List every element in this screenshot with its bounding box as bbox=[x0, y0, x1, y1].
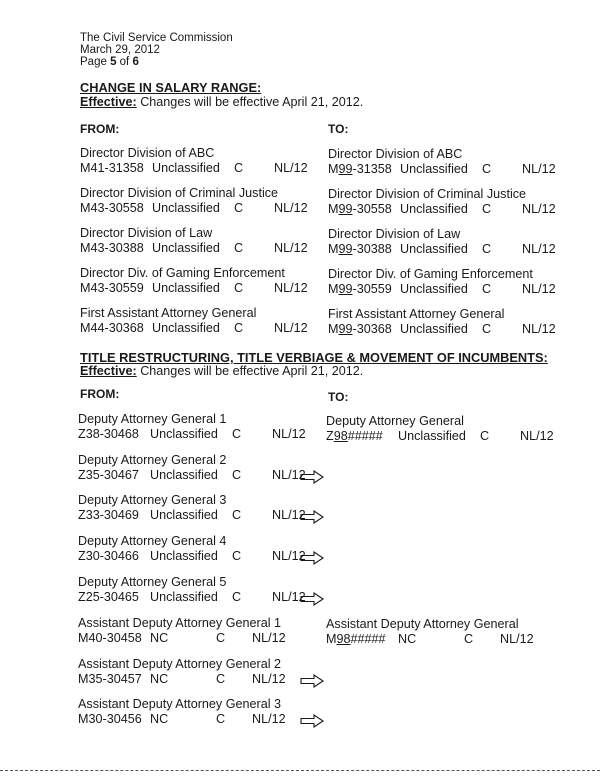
class-code: C bbox=[482, 242, 492, 256]
from-title-entry bbox=[80, 146, 314, 176]
from-title-entry bbox=[80, 266, 314, 296]
classification: Unclassified bbox=[400, 282, 468, 296]
right-arrow-icon bbox=[300, 470, 324, 484]
from-title-entry bbox=[78, 534, 312, 564]
title-name: Director Division of ABC bbox=[80, 146, 215, 160]
title-code: Z25-30465 bbox=[78, 590, 139, 604]
title-code: M41-31358 bbox=[80, 161, 144, 175]
title-name: Director Div. of Gaming Enforcement bbox=[80, 266, 285, 280]
title-code: M43-30559 bbox=[80, 281, 144, 295]
document-date: March 29, 2012 bbox=[80, 44, 160, 56]
title-code: Z33-30469 bbox=[78, 508, 139, 522]
right-arrow-icon bbox=[300, 551, 324, 565]
title-name: Director Division of Law bbox=[328, 227, 461, 241]
salary-range: NL/12 bbox=[274, 201, 308, 215]
classification: Unclassified bbox=[152, 321, 220, 335]
salary-range: NL/12 bbox=[522, 242, 556, 256]
to-title-entry bbox=[328, 267, 562, 297]
from-title-entry bbox=[78, 657, 292, 687]
class-code: C bbox=[232, 508, 242, 522]
title-code: M99-31358 bbox=[328, 162, 392, 176]
title-name: Director Division of Criminal Justice bbox=[328, 187, 527, 201]
effective-note: Effective: Changes will be effective April 21, 2012. bbox=[80, 364, 364, 378]
from-title-entry bbox=[78, 412, 312, 442]
salary-range: NL/12 bbox=[520, 429, 554, 443]
title-name: Director Division of Law bbox=[80, 226, 213, 240]
title-name: Director Div. of Gaming Enforcement bbox=[328, 267, 533, 281]
salary-range: NL/12 bbox=[252, 631, 286, 645]
salary-range: NL/12 bbox=[274, 281, 308, 295]
title-code: M99-30368 bbox=[328, 322, 392, 336]
class-code: C bbox=[482, 162, 492, 176]
classification: Unclassified bbox=[400, 322, 468, 336]
classification: Unclassified bbox=[150, 427, 218, 441]
class-code: C bbox=[216, 631, 226, 645]
right-arrow-icon bbox=[300, 714, 324, 728]
class-code: C bbox=[216, 712, 226, 726]
title-name: Assistant Deputy Attorney General bbox=[326, 617, 519, 631]
salary-range: NL/12 bbox=[274, 161, 308, 175]
from-label: FROM: bbox=[80, 387, 120, 401]
from-title-entry bbox=[80, 306, 314, 336]
page-bottom-rule bbox=[0, 770, 600, 771]
salary-range: NL/12 bbox=[252, 712, 286, 726]
classification: NC bbox=[150, 672, 169, 686]
class-code: C bbox=[234, 201, 244, 215]
from-title-entry bbox=[80, 186, 314, 216]
title-code: Z98##### bbox=[326, 429, 383, 443]
title-code: Z30-30466 bbox=[78, 549, 139, 563]
to-title-entry bbox=[328, 147, 562, 177]
class-code: C bbox=[232, 427, 242, 441]
title-name: Deputy Attorney General 1 bbox=[78, 412, 227, 426]
commission-name: The Civil Service Commission bbox=[80, 32, 233, 44]
class-code: C bbox=[232, 549, 242, 563]
class-code: C bbox=[234, 241, 244, 255]
class-code: C bbox=[464, 632, 474, 646]
title-code: M99-30558 bbox=[328, 202, 392, 216]
class-code: C bbox=[482, 322, 492, 336]
title-code: M98##### bbox=[326, 632, 386, 646]
salary-range: NL/12 bbox=[252, 672, 286, 686]
class-code: C bbox=[234, 321, 244, 335]
classification: Unclassified bbox=[152, 241, 220, 255]
salary-range: NL/12 bbox=[274, 321, 308, 335]
title-name: Assistant Deputy Attorney General 1 bbox=[78, 616, 282, 630]
title-name: First Assistant Attorney General bbox=[80, 306, 257, 320]
class-code: C bbox=[482, 202, 492, 216]
class-code: C bbox=[232, 468, 242, 482]
salary-range: NL/12 bbox=[272, 508, 306, 522]
classification: Unclassified bbox=[150, 508, 218, 522]
effective-note: Effective: Changes will be effective April 21, 2012. bbox=[80, 95, 364, 109]
to-title-entry bbox=[328, 307, 562, 337]
section-heading-salary-range: CHANGE IN SALARY RANGE: bbox=[80, 80, 262, 95]
from-title-entry bbox=[78, 697, 292, 727]
page-number: Page 5 of 6 bbox=[80, 56, 139, 68]
from-title-entry bbox=[78, 575, 312, 605]
from-title-entry bbox=[78, 453, 312, 483]
title-code: M44-30368 bbox=[80, 321, 144, 335]
classification: NC bbox=[150, 712, 169, 726]
classification: Unclassified bbox=[150, 590, 218, 604]
title-name: Deputy Attorney General 5 bbox=[78, 575, 227, 589]
title-code: M35-30457 bbox=[78, 672, 142, 686]
class-code: C bbox=[480, 429, 490, 443]
salary-range: NL/12 bbox=[522, 162, 556, 176]
title-name: Deputy Attorney General 3 bbox=[78, 493, 227, 507]
classification: Unclassified bbox=[150, 468, 218, 482]
class-code: C bbox=[216, 672, 226, 686]
class-code: C bbox=[234, 281, 244, 295]
title-code: M43-30388 bbox=[80, 241, 144, 255]
salary-range: NL/12 bbox=[272, 590, 306, 604]
title-name: Director Division of ABC bbox=[328, 147, 463, 161]
title-name: Deputy Attorney General bbox=[326, 414, 464, 428]
salary-range: NL/12 bbox=[274, 241, 308, 255]
classification: Unclassified bbox=[152, 281, 220, 295]
title-code: Z38-30468 bbox=[78, 427, 139, 441]
from-title-entry bbox=[78, 616, 292, 646]
to-title-entry bbox=[326, 617, 540, 647]
title-code: M40-30458 bbox=[78, 631, 142, 645]
to-label: TO: bbox=[328, 390, 349, 404]
class-code: C bbox=[482, 282, 492, 296]
to-title-entry bbox=[326, 414, 560, 444]
class-code: C bbox=[232, 590, 242, 604]
title-code: M99-30388 bbox=[328, 242, 392, 256]
salary-range: NL/12 bbox=[522, 282, 556, 296]
classification: NC bbox=[398, 632, 417, 646]
title-code: M43-30558 bbox=[80, 201, 144, 215]
title-name: Deputy Attorney General 4 bbox=[78, 534, 227, 548]
title-name: Assistant Deputy Attorney General 2 bbox=[78, 657, 282, 671]
right-arrow-icon bbox=[300, 592, 324, 606]
section-heading-title-restructuring: TITLE RESTRUCTURING, TITLE VERBIAGE & MOVEMENT OF INCUMBENTS: bbox=[80, 350, 548, 365]
classification: Unclassified bbox=[152, 201, 220, 215]
classification: NC bbox=[150, 631, 169, 645]
from-title-entry bbox=[78, 493, 312, 523]
from-label: FROM: bbox=[80, 122, 120, 136]
to-label: TO: bbox=[328, 122, 349, 136]
salary-range: NL/12 bbox=[522, 322, 556, 336]
classification: Unclassified bbox=[152, 161, 220, 175]
title-code: Z35-30467 bbox=[78, 468, 139, 482]
to-title-entry bbox=[328, 227, 562, 257]
title-code: M30-30456 bbox=[78, 712, 142, 726]
title-name: Director Division of Criminal Justice bbox=[80, 186, 279, 200]
title-code: M99-30559 bbox=[328, 282, 392, 296]
title-name: Assistant Deputy Attorney General 3 bbox=[78, 697, 282, 711]
salary-range: NL/12 bbox=[522, 202, 556, 216]
classification: Unclassified bbox=[400, 162, 468, 176]
classification: Unclassified bbox=[400, 202, 468, 216]
classification: Unclassified bbox=[150, 549, 218, 563]
salary-range: NL/12 bbox=[272, 468, 306, 482]
title-name: Deputy Attorney General 2 bbox=[78, 453, 227, 467]
class-code: C bbox=[234, 161, 244, 175]
salary-range: NL/12 bbox=[272, 427, 306, 441]
classification: Unclassified bbox=[400, 242, 468, 256]
classification: Unclassified bbox=[398, 429, 466, 443]
title-name: First Assistant Attorney General bbox=[328, 307, 505, 321]
right-arrow-icon bbox=[300, 674, 324, 688]
salary-range: NL/12 bbox=[500, 632, 534, 646]
salary-range: NL/12 bbox=[272, 549, 306, 563]
right-arrow-icon bbox=[300, 510, 324, 524]
from-title-entry bbox=[80, 226, 314, 256]
to-title-entry bbox=[328, 187, 562, 217]
